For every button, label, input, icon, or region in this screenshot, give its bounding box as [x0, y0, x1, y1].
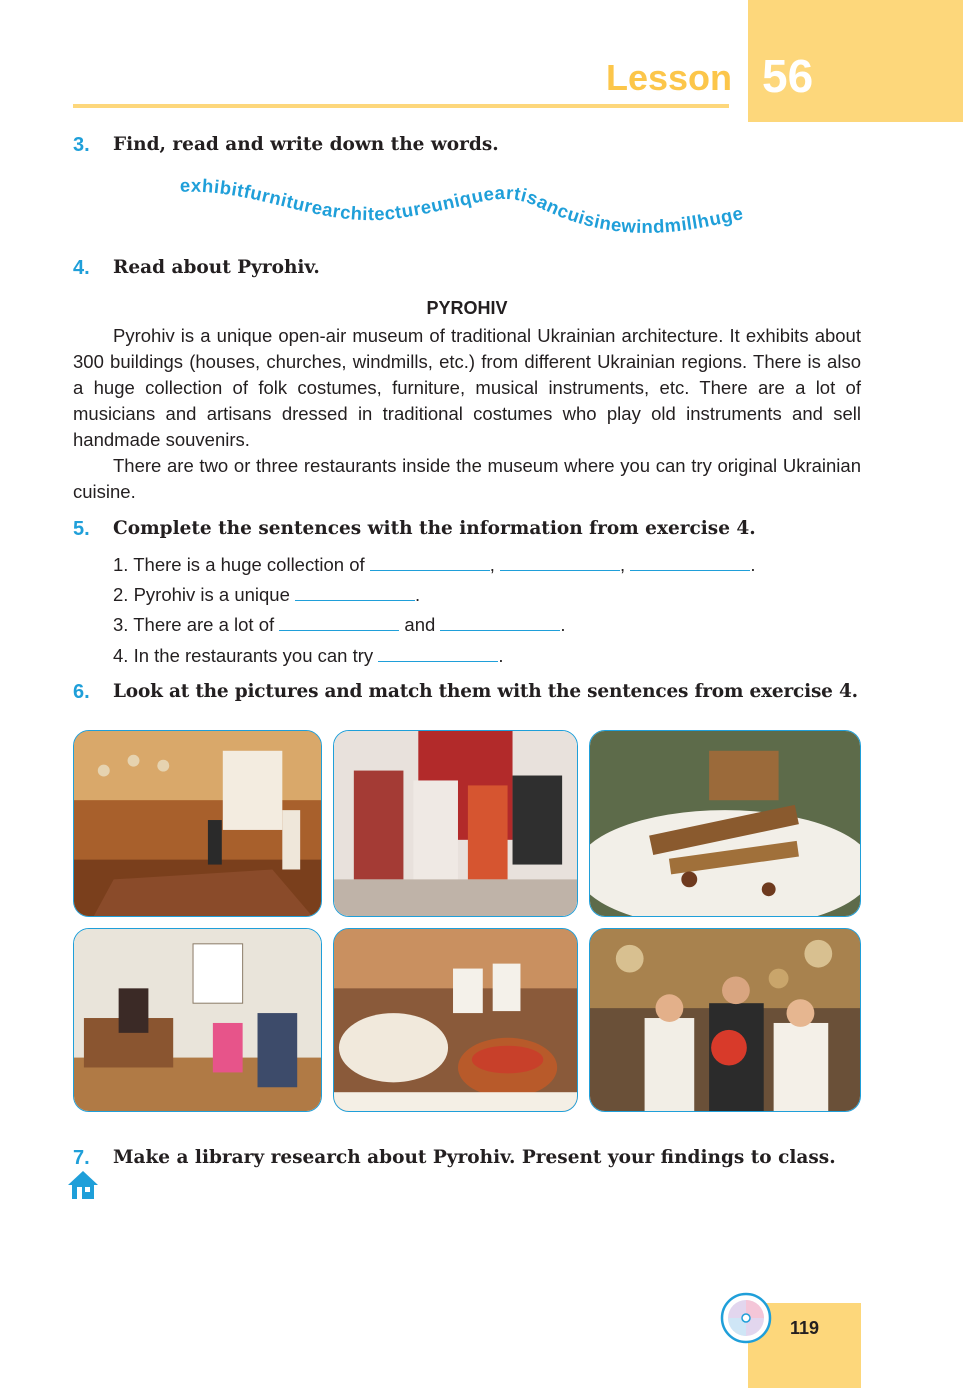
cd-icon [720, 1292, 772, 1344]
sentence-4-text: 4. In the restaurants you can try [113, 645, 374, 666]
exercise-5-title: Complete the sentences with the information from exercise 4. [113, 518, 756, 539]
sentence-4 [113, 644, 503, 668]
exercise-6-number: 6. [73, 681, 90, 703]
photo-folk-interior [73, 730, 322, 917]
sentence-3-and: and [404, 614, 436, 635]
photo-musical-instruments [589, 730, 861, 917]
blank-3b[interactable] [440, 616, 560, 631]
sentence-3 [113, 613, 566, 637]
exercise-7-title: Make a library research about Pyrohiv. Present your findings to class. [113, 1147, 836, 1168]
reading-paragraph-1: Pyrohiv is a unique open-air museum of traditional Ukrainian architecture. It exhibits about 300 buildings (houses, churches, windmills, etc.) from different Ukrainian regions. There is also a huge collection of folk costumes, furniture, musical instruments, etc. There are a lot of musicians and artisans dressed in traditional costumes who play old instruments and sell handmade souvenirs. [73, 325, 861, 450]
word-snake-text: exhibitfurniturearchitectureuniqueartisancuisinewindmillhuge [179, 174, 746, 237]
period: . [750, 554, 756, 575]
photo-house-interior [73, 928, 322, 1112]
photo-artisans-souvenirs [589, 928, 861, 1112]
sentence-2-text: 2. Pyrohiv is a unique [113, 584, 290, 605]
sentence-1-text: 1. There is a huge collection of [113, 554, 365, 575]
exercise-3-title: Find, read and write down the words. [113, 134, 499, 155]
period: . [560, 614, 566, 635]
exercise-3-number: 3. [73, 134, 90, 156]
exercise-4-title: Read about Pyrohiv. [113, 257, 320, 278]
exercise-6-title: Look at the pictures and match them with the sentences from exercise 4. [113, 681, 858, 702]
svg-text:exhibitfurniturearchitectureun [180, 175, 746, 237]
home-icon [66, 1168, 100, 1202]
exercise-5-number: 5. [73, 518, 90, 540]
blank-3a[interactable] [279, 616, 399, 631]
photo-folk-costumes [333, 730, 578, 917]
exercise-7-number: 7. [73, 1147, 90, 1169]
lesson-number: 56 [762, 50, 814, 102]
page-number: 119 [790, 1318, 820, 1338]
word-snake [170, 170, 800, 260]
header-rule [73, 104, 729, 108]
sentence-3-text: 3. There are a lot of [113, 614, 275, 635]
comma: , [489, 554, 495, 575]
photo-ukrainian-cuisine [333, 928, 578, 1112]
blank-1a[interactable] [370, 556, 490, 571]
sentence-1 [113, 553, 755, 577]
lesson-label: Lesson [605, 57, 732, 98]
blank-4[interactable] [378, 647, 498, 662]
reading-title: PYROHIV [426, 298, 508, 318]
period: . [415, 584, 421, 605]
blank-1b[interactable] [500, 556, 620, 571]
sentence-2 [113, 583, 420, 607]
reading-paragraph-2: There are two or three restaurants inside the museum where you can try original Ukrainian cuisine. [73, 455, 861, 502]
blank-1c[interactable] [630, 556, 750, 571]
blank-2[interactable] [295, 586, 415, 601]
exercise-4-number: 4. [73, 257, 90, 279]
period: . [498, 645, 504, 666]
comma: , [620, 554, 626, 575]
